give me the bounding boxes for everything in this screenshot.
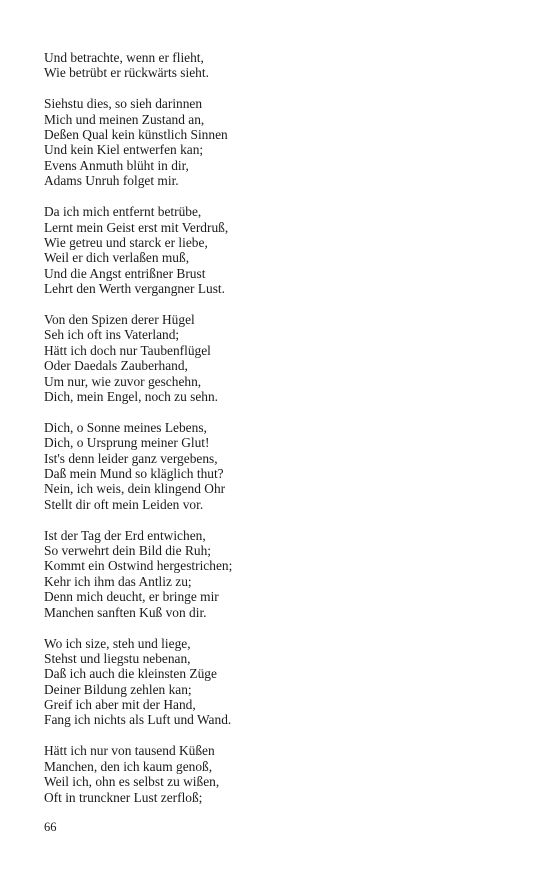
poem-text (44, 50, 514, 820)
poem-line: So verwehrt dein Bild die Ruh; (44, 543, 211, 559)
poem-line: Fang ich nichts als Luft und Wand. (44, 712, 232, 728)
poem-line: Ist's denn leider ganz vergebens, (44, 450, 218, 466)
poem-line: Dich, o Sonne meines Lebens, (44, 419, 207, 435)
page-number: 66 (44, 820, 57, 834)
poem-line: Denn mich deucht, er bringe mir (44, 589, 219, 605)
poem-line: Von den Spizen derer Hügel (44, 311, 195, 327)
poem-line: Und die Angst entrißner Brust (44, 265, 206, 281)
stanza (44, 528, 514, 620)
poem-line: Um nur, wie zuvor geschehn, (44, 373, 202, 389)
poem-line: Evens Anmuth blüht in dir, (44, 157, 189, 173)
poem-line: Stehst und liegstu nebenan, (44, 650, 191, 666)
poem-line: Mich und meinen Zustand an, (44, 111, 205, 127)
poem-line: Oder Daedals Zauberhand, (44, 358, 188, 374)
stanza (44, 204, 514, 296)
poem-line: Hätt ich nur von tausend Küßen (44, 743, 215, 759)
poem-line: Stellt dir oft mein Leiden vor. (44, 496, 204, 512)
poem-line: Daß ich auch die kleinsten Züge (44, 666, 217, 682)
poem-line: Hätt ich doch nur Taubenflügel (44, 342, 211, 358)
poem-line: Seh ich oft ins Vaterland; (44, 327, 180, 343)
poem-line: Dich, mein Engel, noch zu sehn. (44, 388, 219, 404)
poem-line: Deßen Qual kein künstlich Sinnen (44, 127, 228, 143)
stanza (44, 420, 514, 512)
poem-line: Weil ich, ohn es selbst zu wißen, (44, 774, 220, 790)
stanza (44, 96, 514, 188)
poem-line: Deiner Bildung zehlen kan; (44, 681, 192, 697)
poem-line: Oft in trunckner Lust zerfloß; (44, 789, 203, 805)
poem-line: Manchen, den ich kaum genoß, (44, 758, 213, 774)
poem-line: Kehr ich ihm das Antliz zu; (44, 573, 192, 589)
poem-line: Kommt ein Ostwind hergestrichen; (44, 558, 233, 574)
poem-line: Und kein Kiel entwerfen kan; (44, 142, 204, 158)
poem-line: Und betrachte, wenn er flieht, (44, 50, 204, 65)
poem-line: Lernt mein Geist erst mit Verdruß, (44, 219, 229, 235)
poem-line: Siehstu dies, so sieh darinnen (44, 96, 203, 112)
poem-line: Da ich mich entfernt betrübe, (44, 204, 202, 220)
stanza (44, 636, 514, 728)
poem-line: Wie betrübt er rückwärts sieht. (44, 65, 209, 81)
poem-line: Manchen sanften Kuß von dir. (44, 604, 207, 620)
poem-line: Weil er dich verlaßen muß, (44, 250, 190, 266)
poem-line: Nein, ich weis, dein klingend Ohr (44, 481, 226, 497)
poem-line: Greif ich aber mit der Hand, (44, 697, 196, 713)
stanza (44, 50, 514, 81)
stanza (44, 312, 514, 404)
poem-line: Lehrt den Werth vergangner Lust. (44, 281, 226, 297)
poem-line: Adams Unruh folget mir. (44, 173, 179, 189)
poem-line: Wie getreu und starck er liebe, (44, 234, 208, 250)
poem-line: Wo ich size, steh und liege, (44, 635, 191, 651)
stanza (44, 743, 514, 805)
poem-line: Ist der Tag der Erd entwichen, (44, 527, 206, 543)
poem-line: Dich, o Ursprung meiner Glut! (44, 435, 210, 451)
poem-line: Daß mein Mund so kläglich thut? (44, 465, 224, 481)
